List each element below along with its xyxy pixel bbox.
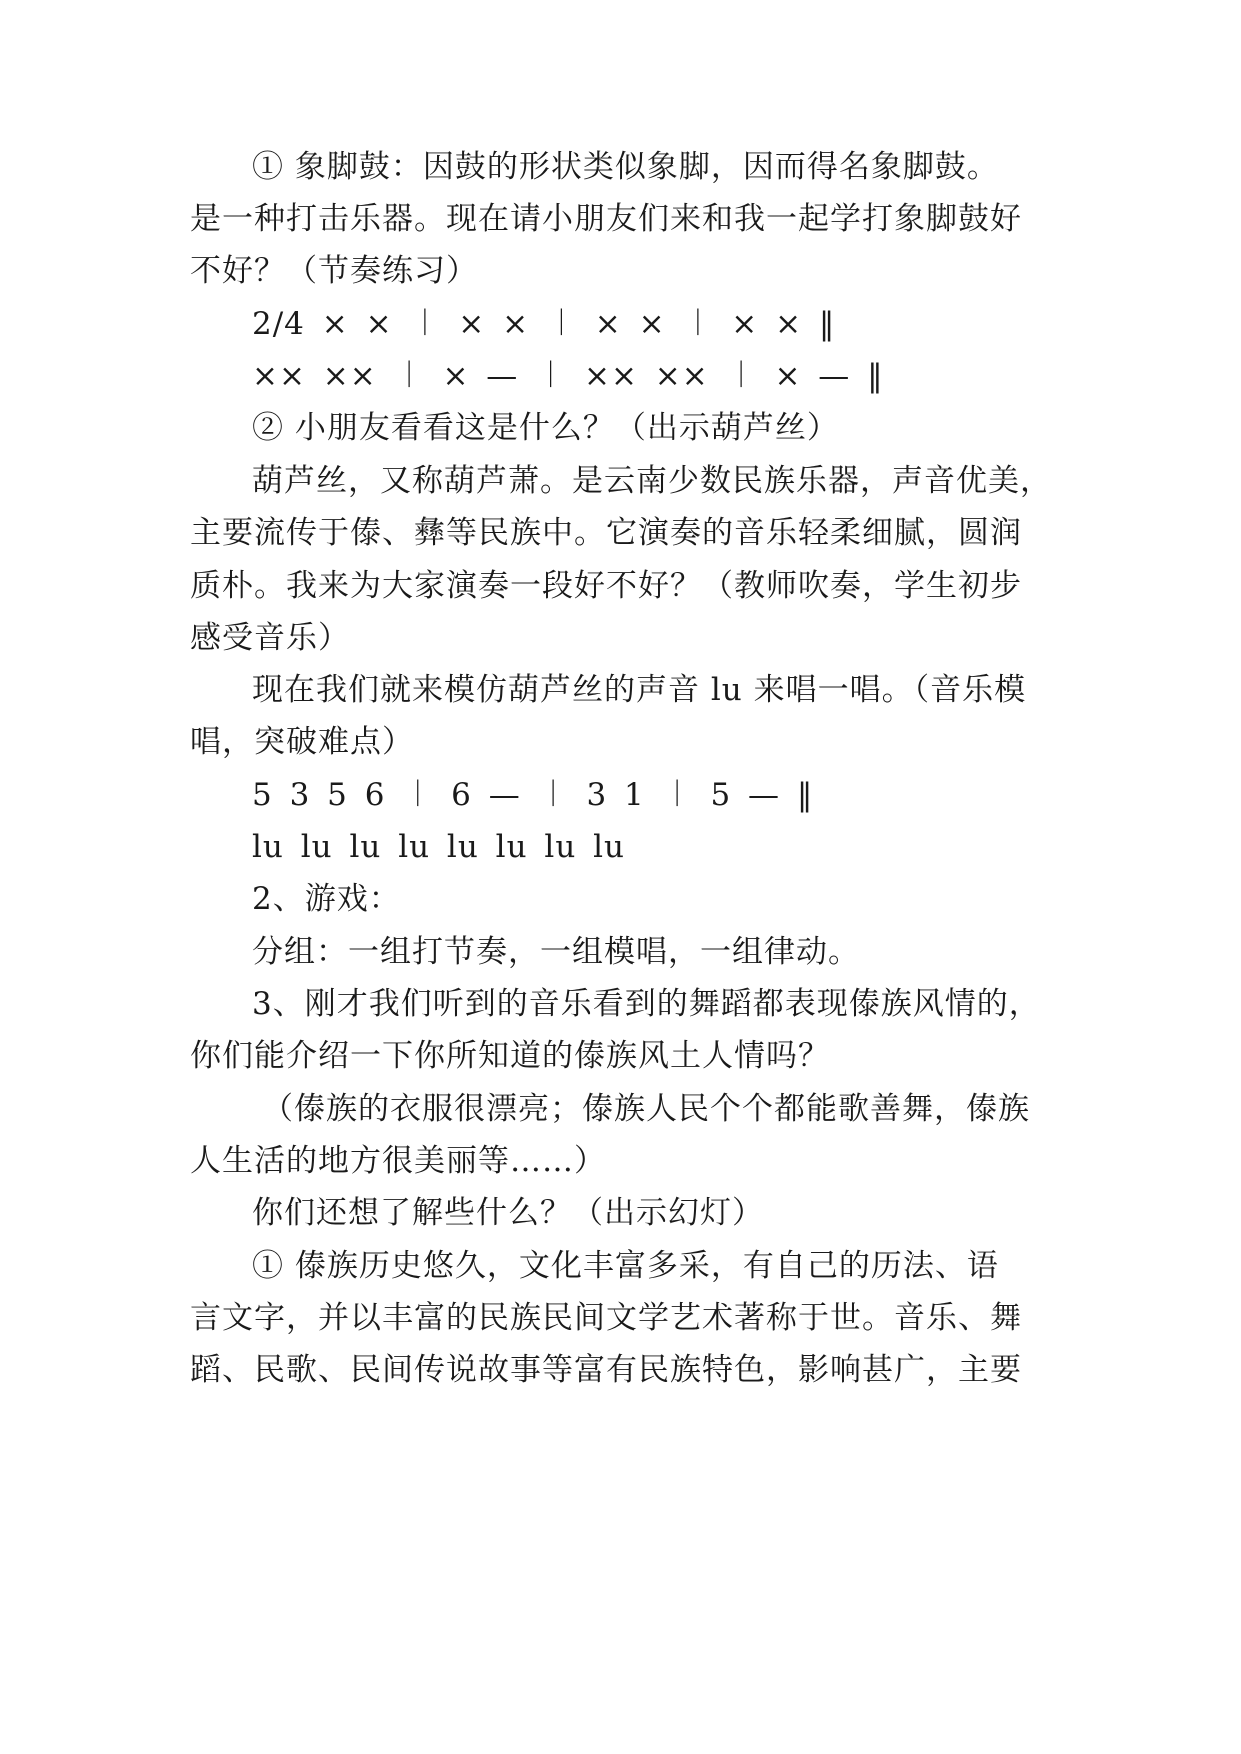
paragraph-line: 现在我们就来模仿葫芦丝的声音 lu 来唱一唱。（音乐模 <box>252 672 1027 708</box>
paragraph-line: 是一种打击乐器。现在请小朋友们来和我一起学打象脚鼓好 <box>190 201 1022 237</box>
melody-notation-line: 5 3 5 6 ︱ 6 — ︱ 3 1 ︱ 5 — ‖ <box>252 777 814 813</box>
paragraph-line: ① 傣族历史悠久，文化丰富多采，有自己的历法、语 <box>252 1248 999 1284</box>
paragraph-line: （傣族的衣服很漂亮；傣族人民个个都能歌善舞，傣族 <box>262 1091 1030 1127</box>
paragraph-line: 质朴。我来为大家演奏一段好不好？（教师吹奏，学生初步 <box>190 568 1022 604</box>
rhythm-notation-line: 2/4 × × ︱ × × ︱ × × ︱ × × ‖ <box>252 306 836 342</box>
paragraph-line: ② 小朋友看看这是什么？（出示葫芦丝） <box>252 410 839 446</box>
paragraph-line: 唱，突破难点） <box>190 724 414 760</box>
paragraph-line: 蹈、民歌、民间传说故事等富有民族特色，影响甚广，主要 <box>190 1352 1022 1388</box>
paragraph-line: 人生活的地方很美丽等……） <box>190 1143 606 1179</box>
paragraph-line: 你们能介绍一下你所知道的傣族风土人情吗？ <box>190 1038 830 1074</box>
paragraph-line: 不好？（节奏练习） <box>190 253 478 289</box>
paragraph-line: 你们还想了解些什么？（出示幻灯） <box>252 1195 764 1231</box>
paragraph-line: 葫芦丝，又称葫芦萧。是云南少数民族乐器，声音优美， <box>252 463 1052 499</box>
lyrics-line: lu lu lu lu lu lu lu lu <box>252 829 626 865</box>
paragraph-line: 分组：一组打节奏，一组模唱，一组律动。 <box>252 934 860 970</box>
paragraph-line: 主要流传于傣、彝等民族中。它演奏的音乐轻柔细腻，圆润 <box>190 515 1022 551</box>
paragraph-line: 感受音乐） <box>190 620 350 656</box>
paragraph-line: ① 象脚鼓：因鼓的形状类似象脚，因而得名象脚鼓。 <box>252 149 999 185</box>
rhythm-notation-line: ×× ×× ︱ × — ︱ ×× ×× ︱ × — ‖ <box>252 358 884 394</box>
section-heading: 2、游戏： <box>252 881 401 917</box>
paragraph-line: 3、刚才我们听到的音乐看到的舞蹈都表现傣族风情的， <box>252 986 1041 1022</box>
paragraph-line: 言文字，并以丰富的民族民间文学艺术著称于世。音乐、舞 <box>190 1300 1022 1336</box>
